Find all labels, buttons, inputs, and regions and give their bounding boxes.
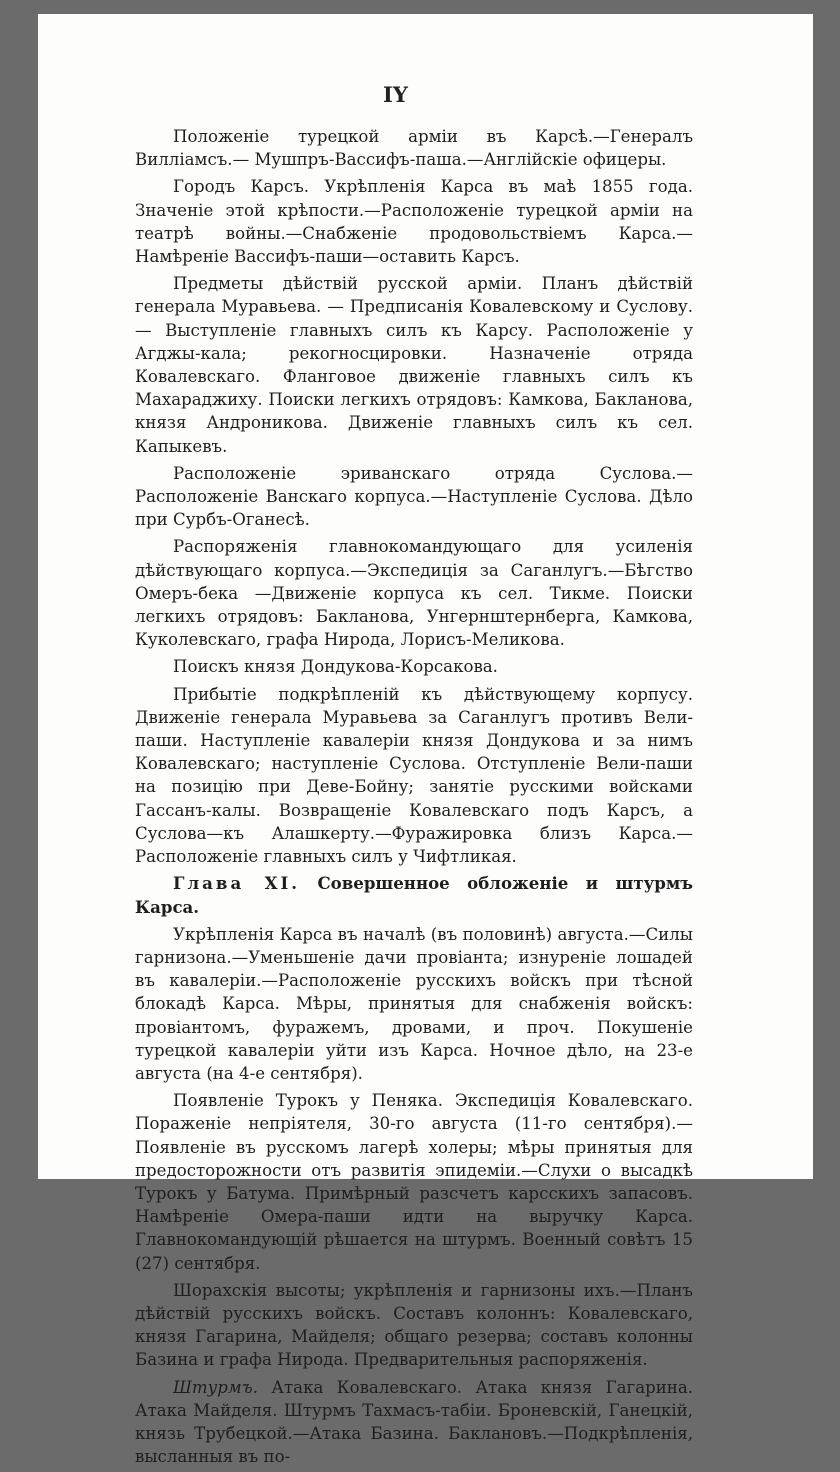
toc-paragraph-last [135,1376,693,1469]
page-number: IY [383,82,408,107]
toc-paragraph: Предметы дѣйствій русской арміи. Планъ дѣйствій генерала Муравьева. — Предписанія Ковалевскому и Суслову. — Выступленіе главныхъ силъ къ Карсу. Расположеніе у Агджы-кала; рекогносцировки. Назначеніе отряда Ковалевскаго. Фланговое движеніе главныхъ силъ къ Махараджиху. Поиски легкихъ отрядовъ: Камкова, Бакланова, князя Андроникова. Движеніе главныхъ силъ къ сел. Капыкевъ. [135,274,693,456]
table-of-contents-text [135,125,693,1472]
storm-text: Атака Ковалевскаго. Атака князя Гагарина. Атака Майделя. Штурмъ Тахмасъ-табіи. Броневскій, Ганецкій, князь Трубецкой.—Атака Базина. Баклановъ.—Подкрѣпленія, высланныя въ по- [135,1377,693,1467]
toc-paragraph: Укрѣпленія Карса въ началѣ (въ половинѣ) августа.—Силы гарнизона.—Уменьшеніе дачи провіанта; изнуреніе лошадей въ кавалеріи.—Расположеніе русскихъ войскъ при тѣсной блокадѣ Карса. Мѣры, принятыя для снабженія войскъ: провіантомъ, фуражемъ, дровами, и проч. Покушеніе турецкой кавалеріи уйти изъ Карса. Ночное дѣло, на 23-е августа (на 4-е сентября). [135,924,693,1083]
chapter-title: Совершенное обложеніе и штурмъ Карса. [135,873,693,917]
toc-paragraph: Расположеніе эриванскаго отряда Суслова.—Расположеніе Ванскаго корпуса.—Наступленіе Суслова. Дѣло при Сурбъ-Оганесѣ. [135,463,693,530]
toc-paragraph: Положеніе турецкой арміи въ Карсѣ.—Генералъ Вилліамсъ.— Мушпръ-Вассифъ-паша.—Англійскіе офицеры. [135,127,693,170]
toc-paragraph: Распоряженія главнокомандующаго для усиленія дѣйствующаго корпуса.—Экспедиція за Саганлугъ.—Бѣгство Омеръ-бека —Движеніе корпуса къ сел. Тикме. Поиски легкихъ отрядовъ: Бакланова, Унгернштернберга, Камкова, Куколевскаго, графа Нирода, Лорисъ-Меликова. [135,537,693,650]
toc-paragraph: Городъ Карсъ. Укрѣпленія Карса въ маѣ 1855 года. Значеніе этой крѣпости.—Расположеніе турецкой арміи на театрѣ войны.—Снабженіе продовольствіемъ Карса.—Намѣреніе Вассифъ-паши—оставить Карсъ. [135,177,693,267]
chapter-heading [135,872,693,918]
toc-paragraph: Появленіе Турокъ у Пеняка. Экспедиція Ковалевскаго. Пораженіе непріятеля, 30-го августа (11-го сентября).—Появленіе въ русскомъ лагерѣ холеры; мѣры принятыя для предосторожности отъ развитія эпидеміи.—Слухи о высадкѣ Турокъ у Батума. Примѣрный разсчетъ карсскихъ запасовъ. Намѣреніе Омера-паши идти на выручку Карса. Главнокомандующій рѣшается на штурмъ. Военный совѣтъ 15 (27) сентября. [135,1091,693,1273]
chapter-label: Глава XI. [173,873,301,894]
toc-paragraph: Прибытіе подкрѣпленій къ дѣйствующему корпусу. Движеніе генерала Муравьева за Саганлугъ противъ Вели-паши. Наступленіе кавалеріи князя Дондукова и за нимъ Ковалевскаго; наступленіе Суслова. Отступленіе Вели-паши на позицію при Деве-Бойну; занятіе русскими войсками Гассанъ-калы. Возвращеніе Ковалевскаго подъ Карсъ, а Суслова—къ Алашкерту.—Фуражировка близъ Карса.—Расположеніе главныхъ силъ у Чифтликая. [135,684,693,867]
toc-paragraph: Шорахскія высоты; укрѣпленія и гарнизоны ихъ.—Планъ дѣйствій русскихъ войскъ. Составъ колоннъ: Ковалевскаго, князя Гагарина, Майделя; общаго резерва; составъ колонны Базина и графа Нирода. Предварительныя распоряженія. [135,1280,693,1370]
toc-paragraph: Поискъ князя Дондукова-Корсакова. [173,657,498,677]
storm-lead: Штурмъ. [173,1377,259,1397]
